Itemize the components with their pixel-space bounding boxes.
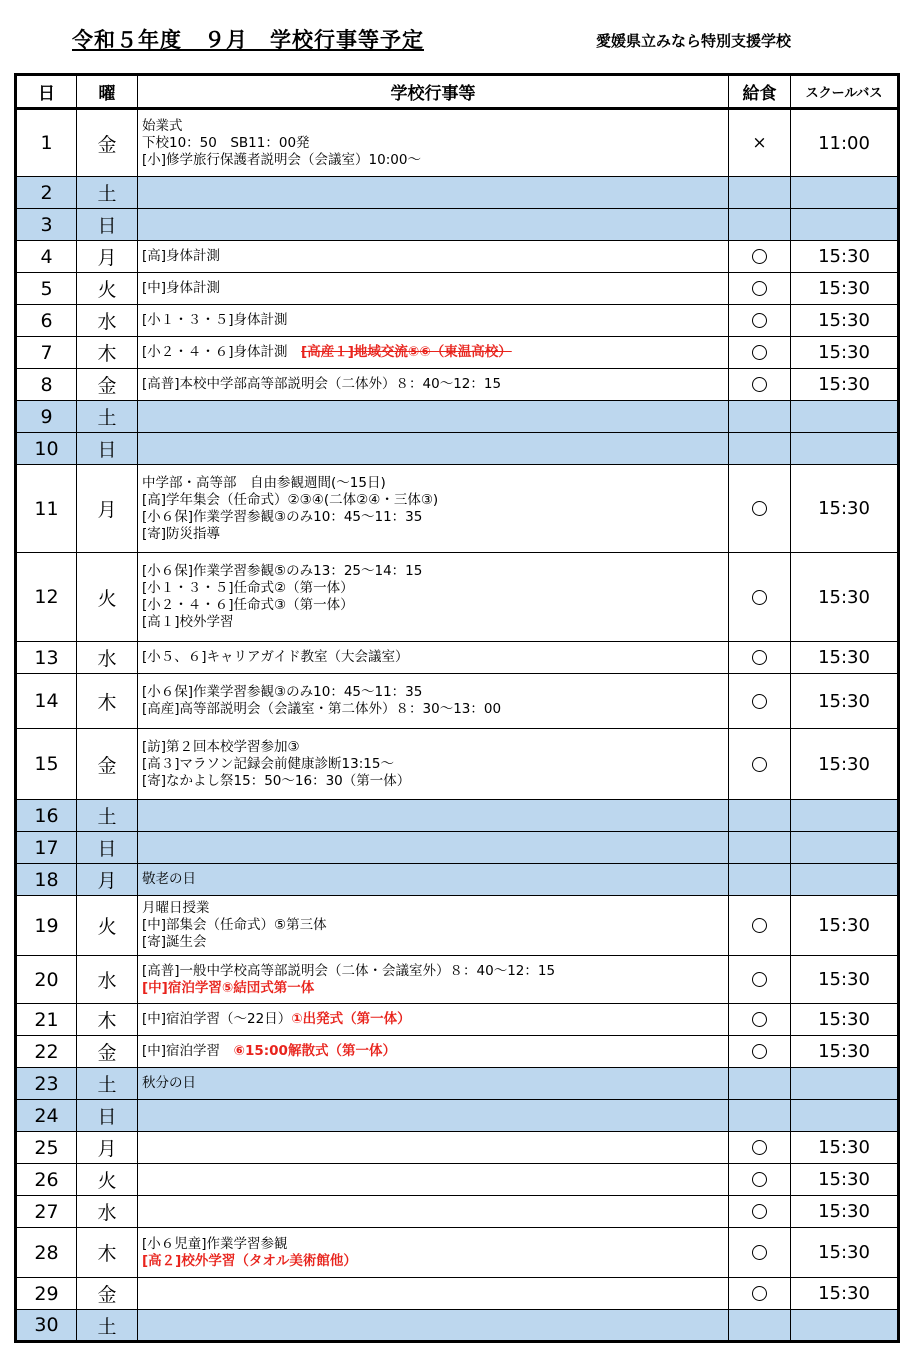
event-text: [寄]なかよし祭15：50～16：30（第一体） — [142, 772, 411, 789]
bus-time-cell: 15:30 — [791, 729, 899, 800]
event-line — [142, 756, 724, 773]
event-text: [小５、６]キャリアガイド教室（大会議室） — [142, 649, 409, 665]
event-text: [小６保]作業学習参観③のみ10：45～11：35 — [142, 684, 423, 700]
meal-yes-icon — [752, 650, 767, 665]
day-cell: 16 — [16, 800, 77, 832]
event-line — [142, 526, 724, 543]
weekday-cell: 火 — [77, 896, 138, 956]
meal-cell-empty — [729, 433, 791, 465]
event-text: [小６児童]作業学習参観 — [142, 1235, 288, 1252]
event-line — [142, 871, 724, 888]
weekday-cell: 水 — [77, 642, 138, 674]
table-row — [16, 729, 899, 800]
meal-yes-icon — [752, 972, 767, 987]
weekday-cell: 月 — [77, 465, 138, 553]
weekday-cell: 金 — [77, 729, 138, 800]
table-row — [16, 177, 899, 209]
bus-time-cell: 15:30 — [791, 1164, 899, 1196]
weekday-cell: 金 — [77, 1036, 138, 1068]
bus-time-cell: 15:30 — [791, 241, 899, 273]
day-cell: 20 — [16, 956, 77, 1004]
day-cell: 27 — [16, 1196, 77, 1228]
event-text: 秋分の日 — [142, 1075, 196, 1091]
meal-yes-icon — [752, 1286, 767, 1301]
meal-cell — [729, 1132, 791, 1164]
events-cell — [138, 1164, 729, 1196]
events-cell — [138, 1196, 729, 1228]
table-row — [16, 1164, 899, 1196]
bus-cell-empty — [791, 800, 899, 832]
event-text: [寄]防災指導 — [142, 525, 221, 542]
day-cell: 18 — [16, 864, 77, 896]
meal-yes-icon — [752, 1204, 767, 1219]
meal-cell — [729, 642, 791, 674]
events-cell — [138, 305, 729, 337]
events-cell — [138, 401, 729, 433]
meal-cell — [729, 729, 791, 800]
table-row — [16, 209, 899, 241]
table-row — [16, 1004, 899, 1036]
table-row — [16, 1068, 899, 1100]
meal-yes-icon — [752, 1172, 767, 1187]
table-row — [16, 433, 899, 465]
day-cell: 26 — [16, 1164, 77, 1196]
weekday-cell: 日 — [77, 209, 138, 241]
events-cell — [138, 1310, 729, 1342]
meal-cell — [729, 337, 791, 369]
weekday-cell: 金 — [77, 1278, 138, 1310]
event-text: [中]宿泊学習（～22日） — [142, 1011, 292, 1027]
bus-cell-empty — [791, 832, 899, 864]
table-row — [16, 1196, 899, 1228]
table-row — [16, 553, 899, 642]
events-cell — [138, 864, 729, 896]
weekday-cell: 金 — [77, 369, 138, 401]
bus-time-cell: 15:30 — [791, 1278, 899, 1310]
events-cell — [138, 433, 729, 465]
school-name: 愛媛県立みなら特別支援学校 — [596, 32, 792, 50]
meal-cell — [729, 465, 791, 553]
meal-yes-icon — [752, 345, 767, 360]
table-row — [16, 642, 899, 674]
events-cell — [138, 553, 729, 642]
meal-cell-empty — [729, 1100, 791, 1132]
bus-time-cell: 15:30 — [791, 1036, 899, 1068]
events-cell — [138, 109, 729, 177]
day-cell: 3 — [16, 209, 77, 241]
weekday-cell: 水 — [77, 1196, 138, 1228]
table-row — [16, 465, 899, 553]
event-line — [142, 739, 724, 756]
events-cell — [138, 1068, 729, 1100]
events-cell — [138, 800, 729, 832]
event-text-highlight: ⑥15:00解散式（第一体） — [233, 1043, 396, 1059]
event-text: 中学部・高等部 自由参観週間(～15日) — [142, 474, 386, 491]
meal-cell — [729, 956, 791, 1004]
bus-cell-empty — [791, 177, 899, 209]
table-row — [16, 369, 899, 401]
meal-yes-icon — [752, 501, 767, 516]
event-text: [小２・４・６]身体計測 — [142, 344, 302, 360]
table-row — [16, 1132, 899, 1164]
weekday-cell: 日 — [77, 433, 138, 465]
event-text: 月曜日授業 — [142, 900, 210, 916]
day-cell: 30 — [16, 1310, 77, 1342]
table-row — [16, 337, 899, 369]
event-text-highlight: [高２]校外学習（タオル美術館他） — [142, 1252, 357, 1269]
event-line — [142, 475, 724, 492]
meal-cell — [729, 273, 791, 305]
event-text: [高３]マラソン記録会前健康診断13:15～ — [142, 755, 394, 772]
bus-time-cell: 15:30 — [791, 674, 899, 729]
events-cell — [138, 273, 729, 305]
event-line — [142, 917, 724, 934]
header-meal: 給食 — [729, 75, 791, 109]
meal-yes-icon — [752, 1245, 767, 1260]
bus-cell-empty — [791, 864, 899, 896]
meal-cell — [729, 241, 791, 273]
day-cell: 9 — [16, 401, 77, 433]
event-text: 始業式 — [142, 117, 183, 134]
bus-time-cell: 15:30 — [791, 465, 899, 553]
meal-yes-icon — [752, 694, 767, 709]
bus-time-cell: 15:30 — [791, 1004, 899, 1036]
day-cell: 22 — [16, 1036, 77, 1068]
event-line — [142, 597, 724, 614]
page-title: 令和５年度 ９月 学校行事等予定 — [72, 28, 424, 52]
meal-cell — [729, 1036, 791, 1068]
weekday-cell: 土 — [77, 1310, 138, 1342]
bus-time-cell: 15:30 — [791, 1132, 899, 1164]
event-text-highlight: ①出発式（第一体） — [291, 1011, 411, 1027]
meal-mark: × — [752, 133, 767, 153]
event-line — [142, 135, 724, 152]
bus-time-cell: 15:30 — [791, 305, 899, 337]
weekday-cell: 土 — [77, 1068, 138, 1100]
event-line — [142, 773, 724, 790]
bus-time-cell: 15:30 — [791, 956, 899, 1004]
events-cell — [138, 1228, 729, 1278]
meal-cell — [729, 1228, 791, 1278]
event-line — [142, 376, 724, 393]
event-text: [高普]本校中学部高等部説明会（二体外）８：40～12：15 — [142, 376, 502, 392]
event-text-highlight: [高産１]地域交流⑤⑥（東温高校） — [301, 344, 512, 360]
day-cell: 29 — [16, 1278, 77, 1310]
event-line — [142, 344, 724, 361]
events-cell — [138, 896, 729, 956]
weekday-cell: 火 — [77, 553, 138, 642]
event-line — [142, 1043, 724, 1060]
meal-cell — [729, 305, 791, 337]
weekday-cell: 金 — [77, 109, 138, 177]
weekday-cell: 土 — [77, 401, 138, 433]
bus-time-cell: 11:00 — [791, 109, 899, 177]
table-row — [16, 1100, 899, 1132]
events-cell — [138, 642, 729, 674]
event-line — [142, 649, 724, 666]
weekday-cell: 水 — [77, 956, 138, 1004]
bus-cell-empty — [791, 1068, 899, 1100]
bus-time-cell: 15:30 — [791, 273, 899, 305]
bus-cell-empty — [791, 1310, 899, 1342]
table-row — [16, 800, 899, 832]
weekday-cell: 月 — [77, 864, 138, 896]
event-line — [142, 248, 724, 265]
weekday-cell: 木 — [77, 674, 138, 729]
day-cell: 24 — [16, 1100, 77, 1132]
events-cell — [138, 209, 729, 241]
events-cell — [138, 729, 729, 800]
header-day: 日 — [16, 75, 77, 109]
events-cell — [138, 1036, 729, 1068]
event-text: [寄]誕生会 — [142, 934, 207, 950]
event-text: [小]修学旅行保護者説明会（会議室）10:00～ — [142, 151, 421, 168]
event-text: [高１]校外学習 — [142, 614, 234, 630]
header-school-bus: スクールバス — [791, 75, 899, 109]
weekday-cell: 木 — [77, 1004, 138, 1036]
meal-yes-icon — [752, 249, 767, 264]
day-cell: 6 — [16, 305, 77, 337]
event-line — [142, 312, 724, 329]
table-row — [16, 401, 899, 433]
weekday-cell: 木 — [77, 1228, 138, 1278]
meal-yes-icon — [752, 757, 767, 772]
event-line — [142, 684, 724, 701]
schedule-table — [14, 73, 900, 1343]
meal-yes-icon — [752, 1012, 767, 1027]
table-row — [16, 864, 899, 896]
day-cell: 28 — [16, 1228, 77, 1278]
weekday-cell: 火 — [77, 1164, 138, 1196]
day-cell: 4 — [16, 241, 77, 273]
bus-cell-empty — [791, 1100, 899, 1132]
meal-cell — [729, 1278, 791, 1310]
meal-cell-empty — [729, 864, 791, 896]
event-line — [142, 492, 724, 509]
weekday-cell: 日 — [77, 832, 138, 864]
meal-cell — [729, 1196, 791, 1228]
event-line — [142, 1011, 724, 1028]
meal-cell — [729, 109, 791, 177]
meal-cell — [729, 674, 791, 729]
event-line — [142, 980, 724, 997]
event-text: [高産]高等部説明会（会議室・第二体外）８：30～13：00 — [142, 701, 502, 717]
table-row — [16, 305, 899, 337]
day-cell: 5 — [16, 273, 77, 305]
table-row — [16, 1228, 899, 1278]
event-text-highlight: [中]宿泊学習⑤結団式第一体 — [142, 979, 315, 996]
table-row — [16, 109, 899, 177]
event-text: [小６保]作業学習参観⑤のみ13：25～14：15 — [142, 563, 423, 579]
event-line — [142, 1253, 724, 1270]
meal-cell-empty — [729, 832, 791, 864]
table-row — [16, 273, 899, 305]
event-line — [142, 614, 724, 631]
meal-yes-icon — [752, 281, 767, 296]
events-cell — [138, 674, 729, 729]
bus-time-cell: 15:30 — [791, 642, 899, 674]
bus-time-cell: 15:30 — [791, 553, 899, 642]
events-cell — [138, 337, 729, 369]
day-cell: 1 — [16, 109, 77, 177]
meal-cell-empty — [729, 800, 791, 832]
bus-time-cell: 15:30 — [791, 1228, 899, 1278]
weekday-cell: 日 — [77, 1100, 138, 1132]
events-cell — [138, 241, 729, 273]
meal-cell — [729, 1164, 791, 1196]
weekday-cell: 月 — [77, 1132, 138, 1164]
event-line — [142, 963, 724, 980]
event-text: [高]学年集会（任命式）②③④(二体②④・三体③) — [142, 491, 439, 508]
table-row — [16, 832, 899, 864]
event-text: [高]身体計測 — [142, 248, 221, 264]
weekday-cell: 木 — [77, 337, 138, 369]
events-cell — [138, 369, 729, 401]
meal-cell-empty — [729, 401, 791, 433]
meal-cell-empty — [729, 1068, 791, 1100]
events-cell — [138, 956, 729, 1004]
events-cell — [138, 1132, 729, 1164]
events-cell — [138, 177, 729, 209]
header-events: 学校行事等 — [138, 75, 729, 109]
bus-time-cell: 15:30 — [791, 369, 899, 401]
event-line — [142, 580, 724, 597]
header-row — [16, 75, 899, 109]
day-cell: 15 — [16, 729, 77, 800]
event-text: [中]身体計測 — [142, 280, 221, 296]
events-cell — [138, 1004, 729, 1036]
weekday-cell: 土 — [77, 800, 138, 832]
event-line — [142, 563, 724, 580]
meal-cell — [729, 896, 791, 956]
table-row — [16, 896, 899, 956]
bus-time-cell: 15:30 — [791, 896, 899, 956]
meal-cell — [729, 369, 791, 401]
event-text: 下校10：50 SB11：00発 — [142, 134, 310, 151]
table-row — [16, 1036, 899, 1068]
meal-cell-empty — [729, 1310, 791, 1342]
event-line — [142, 280, 724, 297]
event-text: [中]宿泊学習 — [142, 1043, 234, 1059]
meal-cell — [729, 553, 791, 642]
events-cell — [138, 832, 729, 864]
weekday-cell: 月 — [77, 241, 138, 273]
table-row — [16, 674, 899, 729]
meal-yes-icon — [752, 1044, 767, 1059]
meal-cell-empty — [729, 177, 791, 209]
day-cell: 12 — [16, 553, 77, 642]
weekday-cell: 火 — [77, 273, 138, 305]
bus-cell-empty — [791, 433, 899, 465]
day-cell: 17 — [16, 832, 77, 864]
day-cell: 23 — [16, 1068, 77, 1100]
event-text: [中]部集会（任命式）⑤第三体 — [142, 917, 327, 933]
weekday-cell: 土 — [77, 177, 138, 209]
event-text: [小２・４・６]任命式③（第一体） — [142, 597, 354, 613]
bus-time-cell: 15:30 — [791, 1196, 899, 1228]
event-line — [142, 934, 724, 951]
meal-yes-icon — [752, 918, 767, 933]
day-cell: 10 — [16, 433, 77, 465]
weekday-cell: 水 — [77, 305, 138, 337]
event-text: [小１・３・５]身体計測 — [142, 312, 288, 328]
event-text: [小６保]作業学習参観③のみ10：45～11：35 — [142, 508, 423, 525]
event-line — [142, 1236, 724, 1253]
day-cell: 7 — [16, 337, 77, 369]
table-row — [16, 956, 899, 1004]
meal-yes-icon — [752, 377, 767, 392]
meal-yes-icon — [752, 1140, 767, 1155]
events-cell — [138, 1100, 729, 1132]
day-cell: 14 — [16, 674, 77, 729]
meal-cell — [729, 1004, 791, 1036]
event-line — [142, 118, 724, 135]
day-cell: 25 — [16, 1132, 77, 1164]
event-text: [高普]一般中学校高等部説明会（二体・会議室外）８：40～12：15 — [142, 962, 556, 979]
bus-cell-empty — [791, 209, 899, 241]
day-cell: 11 — [16, 465, 77, 553]
table-row — [16, 1310, 899, 1342]
event-text: 敬老の日 — [142, 871, 196, 887]
table-row — [16, 1278, 899, 1310]
events-cell — [138, 465, 729, 553]
bus-cell-empty — [791, 401, 899, 433]
event-line — [142, 701, 724, 718]
event-line — [142, 1075, 724, 1092]
event-line — [142, 900, 724, 917]
event-text: [訪]第２回本校学習参加③ — [142, 738, 300, 755]
day-cell: 19 — [16, 896, 77, 956]
table-row — [16, 241, 899, 273]
bus-time-cell: 15:30 — [791, 337, 899, 369]
meal-cell-empty — [729, 209, 791, 241]
meal-yes-icon — [752, 590, 767, 605]
day-cell: 2 — [16, 177, 77, 209]
events-cell — [138, 1278, 729, 1310]
day-cell: 8 — [16, 369, 77, 401]
event-line — [142, 509, 724, 526]
day-cell: 21 — [16, 1004, 77, 1036]
day-cell: 13 — [16, 642, 77, 674]
header-weekday: 曜 — [77, 75, 138, 109]
meal-yes-icon — [752, 313, 767, 328]
event-text: [小１・３・５]任命式②（第一体） — [142, 580, 354, 596]
event-line — [142, 152, 724, 169]
